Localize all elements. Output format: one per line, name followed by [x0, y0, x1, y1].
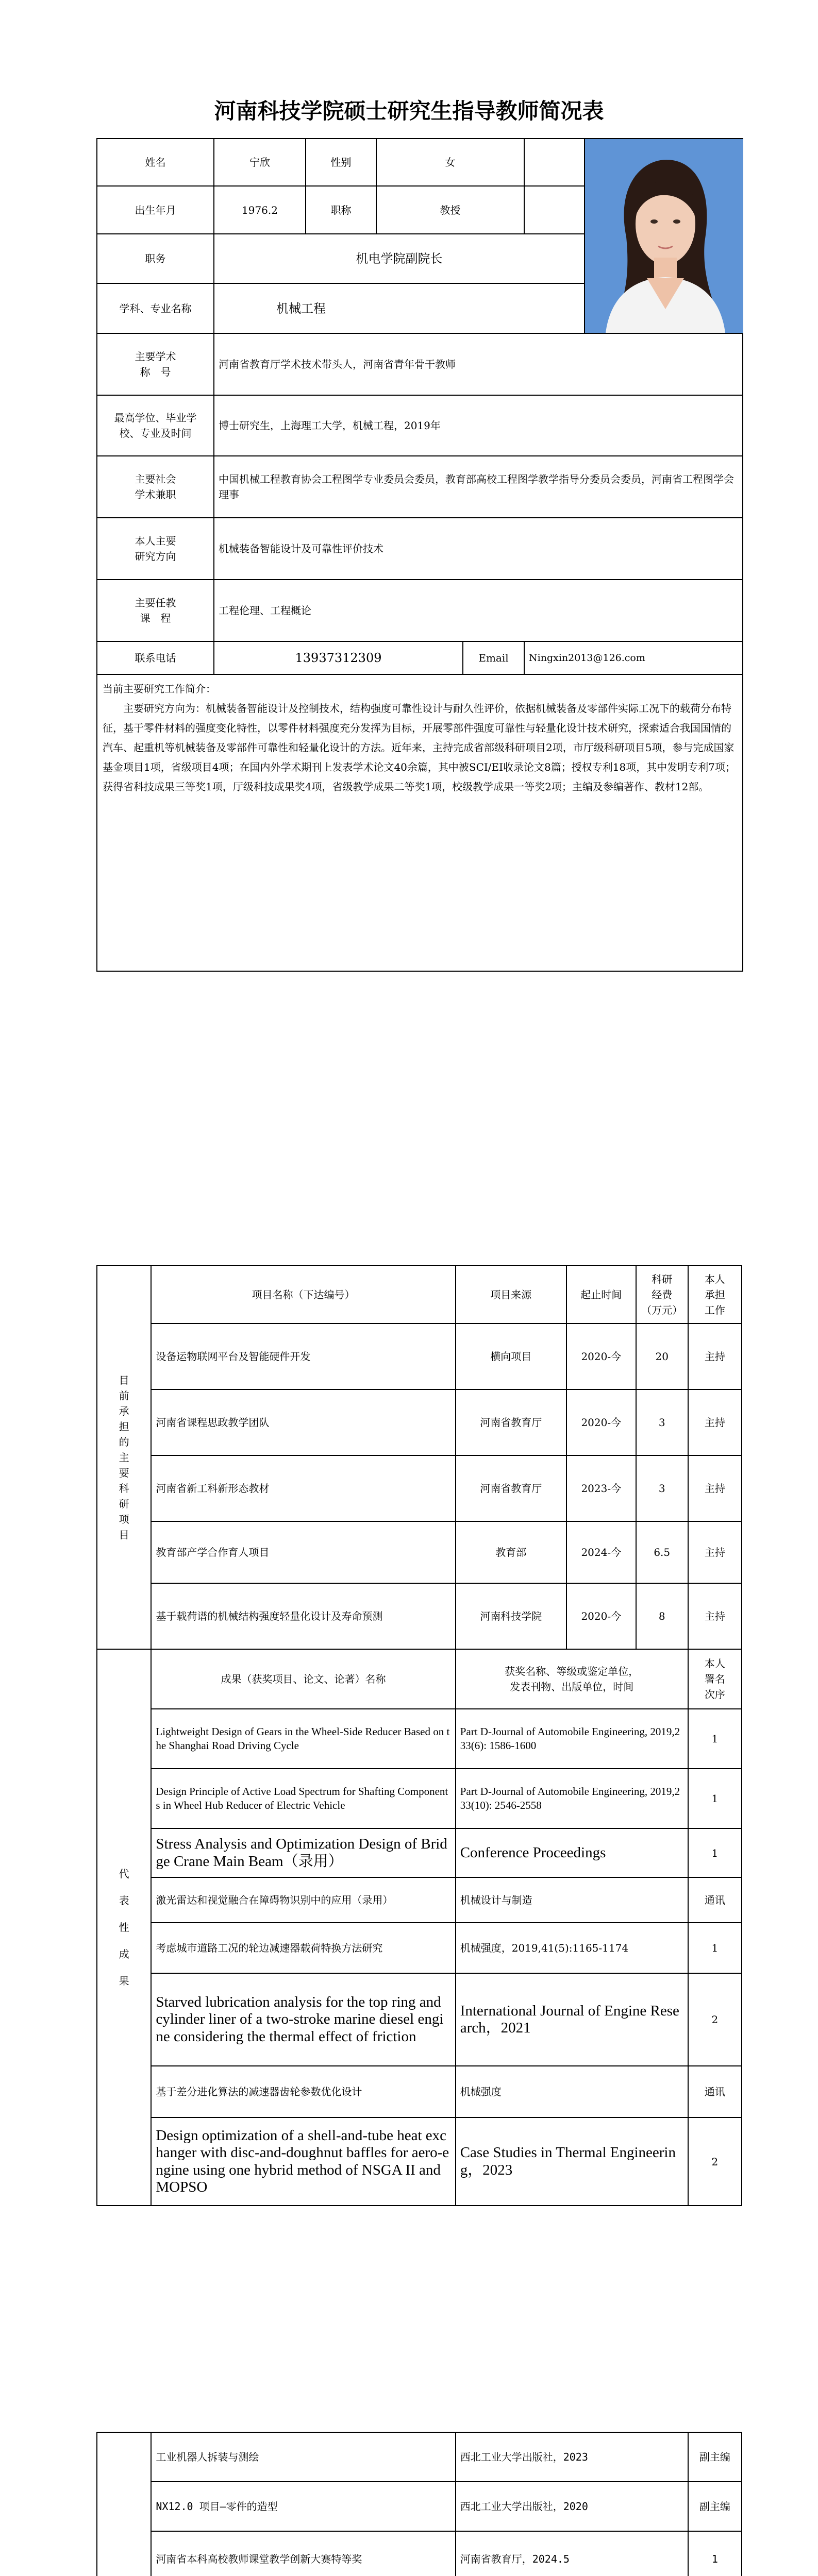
gender-label: 性别 [306, 139, 376, 186]
honor-value: 河南省教育厅学术技术带头人，河南省青年骨干教师 [214, 333, 743, 395]
name-value: 宁欣 [214, 139, 306, 186]
email-label: Email [463, 641, 524, 674]
achievement-rank: 1 [688, 1709, 742, 1769]
projects-table [96, 1265, 742, 2206]
portrait-image [585, 139, 743, 333]
discipline-label: 学科、专业名称 [97, 283, 214, 333]
table-row [97, 1324, 742, 1389]
achievement-name: Starved lubrication analysis for the top ring and cylinder liner of a two-stroke marine diesel engine considering the thermal effect of friction [151, 1973, 455, 2066]
achievement-name: 考虑城市道路工况的轮边减速器载荷特换方法研究 [151, 1923, 455, 1973]
achievement-name: Design optimization of a shell-and-tube heat exchanger with disc-and-doughnut baffles for aero-engine using one hybrid method of NSGA II and MOPSO [151, 2117, 455, 2206]
project-time: 2020-今 [566, 1324, 636, 1389]
project-source: 河南省教育厅 [456, 1455, 566, 1521]
achievement-rank: 1 [688, 1923, 742, 1973]
achievement-info: 机械设计与制造 [456, 1877, 688, 1923]
achievement-rank: 1 [688, 1828, 742, 1877]
table-row [97, 1769, 742, 1828]
rank-label: 职称 [306, 186, 376, 233]
project-role: 主持 [688, 1389, 742, 1455]
project-name: 基于载荷谱的机械结构强度轻量化设计及寿命预测 [151, 1583, 455, 1649]
name-label: 姓名 [97, 139, 214, 186]
table-row [97, 1455, 742, 1521]
table-row [97, 1389, 742, 1455]
project-time: 2020-今 [566, 1583, 636, 1649]
table-row [97, 1583, 742, 1649]
birth-value: 1976.2 [214, 186, 306, 233]
project-source: 河南科技学院 [456, 1583, 566, 1649]
duty-label: 职务 [97, 234, 214, 284]
project-time: 2023-今 [566, 1455, 636, 1521]
table-row [97, 1877, 742, 1923]
achievements-continued-table [96, 2432, 742, 2576]
achievement-rank: 1 [688, 2531, 742, 2576]
email-value: Ningxin2013@126.com [524, 641, 743, 674]
project-funds: 3 [636, 1389, 688, 1455]
degree-value: 博士研究生，上海理工大学，机械工程，2019年 [214, 395, 743, 456]
table-row [97, 1923, 742, 1973]
achievement-info: 西北工业大学出版社，2020 [456, 2482, 688, 2531]
table-row [97, 2482, 742, 2531]
project-funds: 3 [636, 1455, 688, 1521]
achievement-name: 工业机器人拆装与测绘 [151, 2432, 455, 2482]
project-source: 教育部 [456, 1521, 566, 1583]
duty-value: 机电学院副院长 [214, 234, 585, 284]
direction-label: 本人主要 研究方向 [97, 518, 214, 580]
achievement-rank: 副主编 [688, 2482, 742, 2531]
table-row [97, 2432, 742, 2482]
project-header-source: 项目来源 [456, 1265, 566, 1324]
project-funds: 6.5 [636, 1521, 688, 1583]
project-time: 2020-今 [566, 1389, 636, 1455]
rank-value: 教授 [376, 186, 524, 233]
project-header-role: 本人 承担 工作 [688, 1265, 742, 1324]
research-summary-heading: 当前主要研究工作简介： [103, 683, 216, 695]
social-label: 主要社会 学术兼职 [97, 456, 214, 518]
achievement-header-info: 获奖名称、等级或鉴定单位， 发表刊物、出版单位，时间 [456, 1649, 688, 1709]
degree-label: 最高学位、毕业学 校、专业及时间 [97, 395, 214, 456]
achievement-rank: 2 [688, 1973, 742, 2066]
portrait-photo [585, 139, 743, 333]
achievement-name: 激光雷达和视觉融合在障碍物识别中的应用（录用） [151, 1877, 455, 1923]
achievement-rank: 副主编 [688, 2432, 742, 2482]
project-role: 主持 [688, 1521, 742, 1583]
achievements-side-label: 代表性成果 [97, 1649, 151, 2206]
achievement-info: International Journal of Engine Research，2021 [456, 1973, 688, 2066]
project-funds: 20 [636, 1324, 688, 1389]
phone-label: 联系电话 [97, 641, 214, 674]
achievement-name: Design Principle of Active Load Spectrum for Shafting Components in Wheel Hub Reducer of Electric Vehicle [151, 1769, 455, 1828]
page-title: 河南科技学院硕士研究生指导教师简况表 [214, 98, 604, 124]
table-row [97, 2066, 742, 2117]
achievement-info: Case Studies in Thermal Engineering，2023 [456, 2117, 688, 2206]
achievement-rank: 1 [688, 1769, 742, 1828]
achievement-name: Stress Analysis and Optimization Design of Bridge Crane Main Beam（录用） [151, 1828, 455, 1877]
discipline-value: 机械工程 [214, 283, 585, 333]
achievement-header-rank: 本人 署名 次序 [688, 1649, 742, 1709]
direction-value: 机械装备智能设计及可靠性评价技术 [214, 518, 743, 580]
project-source: 横向项目 [456, 1324, 566, 1389]
projects-side-label: 目前承担的主要科研项目 [97, 1265, 151, 1649]
achievement-name: Lightweight Design of Gears in the Wheel-Side Reducer Based on the Shanghai Road Driving Cycle [151, 1709, 455, 1769]
project-role: 主持 [688, 1583, 742, 1649]
achievement-rank: 2 [688, 2117, 742, 2206]
table-row [97, 2531, 742, 2576]
info-table [96, 138, 743, 972]
honor-label: 主要学术 称 号 [97, 333, 214, 395]
table-row [97, 1709, 742, 1769]
project-header-time: 起止时间 [566, 1265, 636, 1324]
achievement-info: Conference Proceedings [456, 1828, 688, 1877]
project-funds: 8 [636, 1583, 688, 1649]
research-summary [97, 674, 743, 971]
project-time: 2024-今 [566, 1521, 636, 1583]
project-name: 河南省课程思政教学团队 [151, 1389, 455, 1455]
birth-label: 出生年月 [97, 186, 214, 233]
project-source: 河南省教育厅 [456, 1389, 566, 1455]
project-name: 教育部产学合作育人项目 [151, 1521, 455, 1583]
table-row [97, 1828, 742, 1877]
phone-value: 13937312309 [214, 641, 463, 674]
achievement-info: Part D-Journal of Automobile Engineering, 2019,233(6): 1586-1600 [456, 1709, 688, 1769]
achievement-name: 河南省本科高校教师课堂教学创新大赛特等奖 [151, 2531, 455, 2576]
achievement-name: NX12.0 项目—零件的造型 [151, 2482, 455, 2531]
social-value: 中国机械工程教育协会工程图学专业委员会委员，教育部高校工程图学教学指导分委员会委员，河南省工程图学会理事 [214, 456, 743, 518]
achievement-rank: 通讯 [688, 1877, 742, 1923]
table-row [97, 1521, 742, 1583]
course-value: 工程伦理、工程概论 [214, 580, 743, 641]
achievement-info: 河南省教育厅，2024.5 [456, 2531, 688, 2576]
project-role: 主持 [688, 1455, 742, 1521]
research-summary-text: 主要研究方向为：机械装备智能设计及控制技术，结构强度可靠性设计与耐久性评价，依据机械装备及零部件实际工况下的载荷分布特征，基于零件材料的强度变化特性，以零件材料强度充分发挥为目标，开展零部件强度可靠性与轻量化设计技术研究，探索适合我国国情的汽车、起重机等机械装备及零部件可靠性和轻量化设计的方法。近年来，主持完成省部级科研项目2项，市厅级科研项目5项，参与完成国家基金项目1项，省级项目4项；在国内外学术期刊上发表学术论文40余篇，其中被SCI/EI收录论文8篇；授权专利18项，其中发明专利7项；获得省科技成果三等奖1项，厅级科技成果奖4项，省级教学成果二等奖1项，校级教学成果一等奖2项；主编及参编著作、教材12部。 [103, 702, 736, 793]
achievement-name: 基于差分进化算法的减速器齿轮参数优化设计 [151, 2066, 455, 2117]
project-role: 主持 [688, 1324, 742, 1389]
achievement-header-name: 成果（获奖项目、论文、论著）名称 [151, 1649, 455, 1709]
achievement-info: Part D-Journal of Automobile Engineering, 2019,233(10): 2546-2558 [456, 1769, 688, 1828]
table-row [97, 2117, 742, 2206]
project-name: 河南省新工科新形态教材 [151, 1455, 455, 1521]
course-label: 主要任教 课 程 [97, 580, 214, 641]
project-header-name: 项目名称（下达编号） [151, 1265, 455, 1324]
achievement-rank: 通讯 [688, 2066, 742, 2117]
achievement-info: 西北工业大学出版社，2023 [456, 2432, 688, 2482]
project-header-funds: 科研 经费 （万元） [636, 1265, 688, 1324]
table-row [97, 1973, 742, 2066]
achievement-info: 机械强度，2019,41(5):1165-1174 [456, 1923, 688, 1973]
achievement-info: 机械强度 [456, 2066, 688, 2117]
gender-value: 女 [376, 139, 524, 186]
project-name: 设备运物联网平台及智能硬件开发 [151, 1324, 455, 1389]
